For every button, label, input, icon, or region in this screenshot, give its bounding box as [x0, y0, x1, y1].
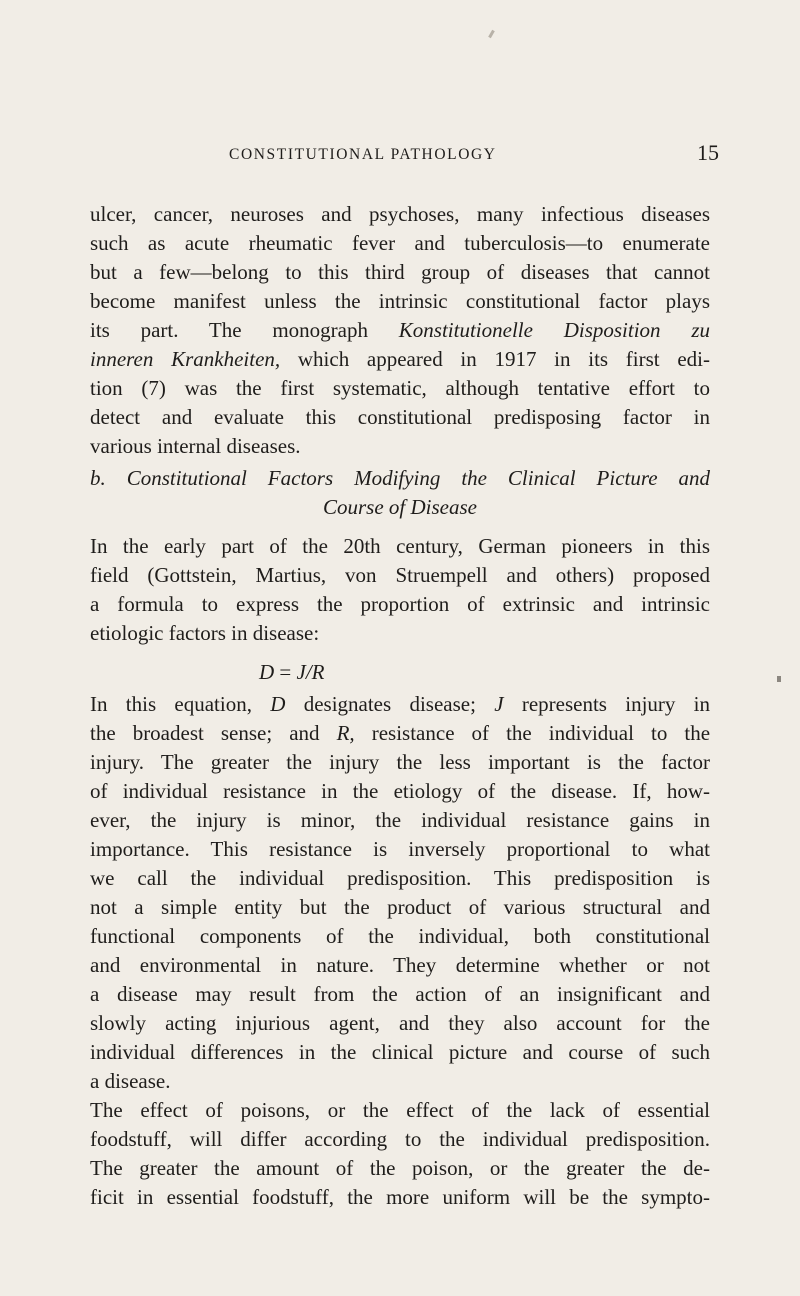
paragraph-2	[90, 532, 710, 648]
equation-lhs: D	[259, 660, 275, 684]
text-line: slowly acting injurious agent, and they also account for the	[90, 1011, 710, 1035]
text-line: ficit in essential foodstuff, the more uniform will be the sympto-	[90, 1185, 710, 1209]
text-line	[90, 719, 710, 748]
monograph-title: Konstitutionelle Disposition zu	[398, 318, 710, 342]
text-line: functional components of the individual, both constitutional	[90, 924, 710, 948]
text-line	[90, 345, 710, 374]
running-head: CONSTITUTIONAL PATHOLOGY	[229, 146, 497, 163]
text-line: a disease.	[90, 1069, 171, 1093]
text-line: detect and evaluate this constitutional predisposing factor in	[90, 405, 710, 429]
text-segment: which appeared in 1917 in its first edi-	[297, 347, 710, 371]
text-line: become manifest unless the intrinsic constitutional factor plays	[90, 289, 710, 313]
text-segment: designates disease;	[303, 692, 476, 716]
text-line: The effect of poisons, or the effect of the lack of essential	[90, 1098, 710, 1122]
text-line: a disease may result from the action of an insignificant and	[90, 982, 710, 1006]
text-line: we call the individual predisposition. This predisposition is	[90, 866, 710, 890]
section-heading	[90, 464, 710, 522]
text-line: foodstuff, will differ according to the individual predisposition.	[90, 1127, 710, 1151]
paragraph-1	[90, 200, 710, 461]
margin-mark	[777, 676, 781, 682]
text-segment: the broadest sense; and	[90, 721, 320, 745]
equation-rhs: J/R	[296, 660, 325, 684]
text-line: tion (7) was the first systematic, although tentative effort to	[90, 376, 710, 400]
text-line: ever, the injury is minor, the individual resistance gains in	[90, 808, 710, 832]
text-line	[90, 690, 710, 719]
text-line: In the early part of the 20th century, German pioneers in this	[90, 534, 710, 558]
text-line: individual differences in the clinical picture and course of such	[90, 1040, 710, 1064]
pencil-mark	[488, 30, 495, 38]
text-segment: represents injury in	[521, 692, 711, 716]
equation-equals: =	[279, 660, 292, 684]
text-line: The greater the amount of the poison, or the greater the de-	[90, 1156, 710, 1180]
text-line: importance. This resistance is inversely proportional to what	[90, 837, 710, 861]
heading-line: b. Constitutional Factors Modifying the Clinical Picture and	[90, 466, 710, 490]
page-number: 15	[697, 140, 719, 165]
text-line: not a simple entity but the product of various structural and	[90, 895, 710, 919]
text-line: but a few—belong to this third group of diseases that cannot	[90, 260, 710, 284]
text-line: a formula to express the proportion of extrinsic and intrinsic	[90, 592, 710, 616]
text-line: injury. The greater the injury the less important is the factor	[90, 750, 710, 774]
variable-j: J	[494, 692, 504, 716]
equation	[259, 658, 325, 687]
variable-d: D	[270, 692, 286, 716]
text-segment: its part. The monograph	[90, 318, 368, 342]
text-segment: In this equation,	[90, 692, 252, 716]
text-line: etiologic factors in disease:	[90, 621, 320, 645]
variable-r: R,	[336, 721, 355, 745]
text-line: of individual resistance in the etiology of the disease. If, how-	[90, 779, 710, 803]
text-line: and environmental in nature. They determine whether or not	[90, 953, 710, 977]
text-line: field (Gottstein, Martius, von Struempell and others) proposed	[90, 563, 710, 587]
paragraph-3	[90, 690, 710, 1096]
text-line: various internal diseases.	[90, 434, 301, 458]
text-segment: resistance of the individual to the	[371, 721, 711, 745]
paragraph-4	[90, 1096, 710, 1212]
text-line: ulcer, cancer, neuroses and psychoses, many infectious diseases	[90, 202, 710, 226]
heading-line: Course of Disease	[323, 495, 477, 519]
monograph-title-cont: inneren Krankheiten,	[90, 347, 281, 371]
text-line: such as acute rheumatic fever and tuberculosis—to enumerate	[90, 231, 710, 255]
text-line	[90, 316, 710, 345]
